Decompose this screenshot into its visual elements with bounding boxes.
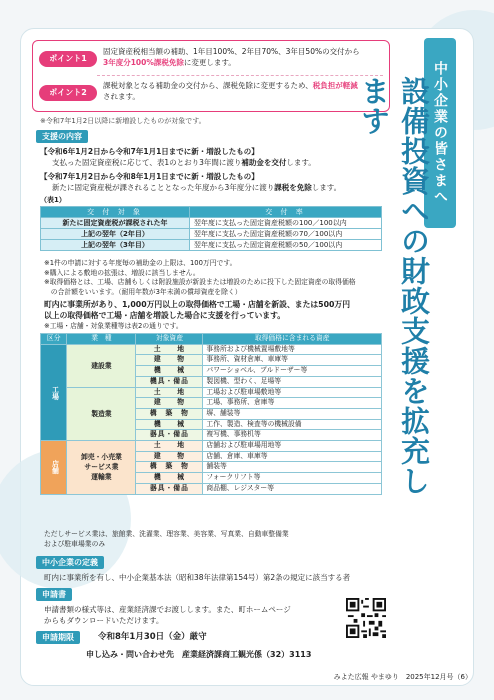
table1-cell: 翌年度に支払った固定資産税額の50／100以内 xyxy=(190,240,382,251)
table-row xyxy=(41,218,382,229)
table2-section: 店舗 xyxy=(41,441,67,495)
notes-1 xyxy=(44,259,356,297)
title-tab: 中小企業の皆さまへ xyxy=(424,38,456,228)
table1-cell: 上記の翌年（2年目） xyxy=(41,229,190,240)
section-header-deadline: 申請期限 xyxy=(36,631,80,644)
point-1-badge: ポイント1 xyxy=(39,51,97,67)
condition-line: 町内に事業所があり、1,000万円以上の取得価格で工場・店舗を新設、または500万円 xyxy=(44,300,351,309)
table2-asset: 建 物 xyxy=(136,355,203,366)
table2-asset: 機 械 xyxy=(136,473,203,484)
page-title: 設備投資への財政支援を拡充します xyxy=(357,76,431,496)
table2-industry: 卸売・小売業 サービス業 運輸業 xyxy=(67,441,136,495)
application-line: からもダウンロードいただけます。 xyxy=(44,616,164,625)
table2-example: 工場および駐車場敷地等 xyxy=(203,387,382,398)
table2-asset: 機具・備品 xyxy=(136,376,203,387)
table2-example: 事務所および機械置場敷地等 xyxy=(203,344,382,355)
table2-asset: 機 械 xyxy=(136,419,203,430)
condition-note: ※工場・店舗・対象業種等は表2の通りです。 xyxy=(44,322,183,330)
support-old-text: 支払った固定資産税に応じて、表1のとおり3年間に渡り補助金を交付します。 xyxy=(52,158,316,167)
table2-header: 取得価格に含まれる資産 xyxy=(203,334,382,345)
table2-example: フォークリフト等 xyxy=(203,473,382,484)
table2-industry: 建設業 xyxy=(67,344,136,387)
table2-industry: 製造業 xyxy=(67,387,136,441)
table2-example: 工場、事務所、倉庫等 xyxy=(203,398,382,409)
table-row xyxy=(41,387,382,398)
table2-example: 塀、舗装等 xyxy=(203,408,382,419)
condition-text xyxy=(44,299,350,321)
table2-example: 商品棚、レジスター等 xyxy=(203,483,382,494)
table2-example: 店舗および駐車場用地等 xyxy=(203,441,382,452)
table1-label: （表1） xyxy=(40,196,66,204)
table-row xyxy=(41,229,382,240)
table-1 xyxy=(40,206,382,251)
notes-2 xyxy=(44,530,289,549)
note-line: ※取得価格とは、工場、店舗もしくは附設施設が新設または増設のために投下した固定資産の取得価格 xyxy=(44,278,356,286)
point-1-text: 固定資産税相当額の補助、1年目100%、2年目70%、3年目50%の交付から 3年度分100%課税免除に変更します。 xyxy=(103,47,360,67)
note-line: および駐車場業のみ xyxy=(44,539,106,548)
table2-asset: 構 築 物 xyxy=(136,408,203,419)
table2-asset: 構 築 物 xyxy=(136,462,203,473)
table2-asset: 土 地 xyxy=(136,441,203,452)
table1-cell: 上記の翌年（3年目） xyxy=(41,240,190,251)
table2-asset: 機 械 xyxy=(136,366,203,377)
section-header-application: 申請書 xyxy=(36,588,72,601)
table2-section: 工場 xyxy=(41,344,67,440)
table2-example: パワーショベル、ブルドーザー等 xyxy=(203,366,382,377)
table2-example: 複写機、事務机等 xyxy=(203,430,382,441)
table2-asset: 土 地 xyxy=(136,387,203,398)
note-line: ※1件の申請に対する年度毎の補助金の上限は、100万円です。 xyxy=(44,259,237,267)
note-line: ※購入による敷地の拡張は、増設に該当しません。 xyxy=(44,268,200,277)
table2-asset: 建 物 xyxy=(136,451,203,462)
points-divider xyxy=(97,75,383,76)
table2-example: 舗装等 xyxy=(203,462,382,473)
table-row xyxy=(41,344,382,355)
table2-header: 対象資産 xyxy=(136,334,203,345)
support-old-title: 【令和6年1月2日から令和7年1月1日までに新・増設したもの】 xyxy=(40,147,259,156)
page-footer: みよた広報 やまゆり 2025年12月号（6） xyxy=(333,673,472,681)
note-line: ただしサービス業は、旅館業、洗濯業、理容業、美容業、写真業、自動車整備業 xyxy=(44,530,289,538)
table-row xyxy=(41,240,382,251)
contact-line: 申し込み・問い合わせ先 産業経済課商工観光係（32）3113 xyxy=(86,650,312,659)
support-new-text: 新たに固定資産税が課されることとなった年度から3年度分に渡り課税を免除します。 xyxy=(52,183,342,192)
note-line: の合計額をいいます。（耐用年数が3年未満の償却資産を除く） xyxy=(44,287,242,296)
table2-header: 業 種 xyxy=(67,334,136,345)
application-text xyxy=(44,604,291,626)
table2-example: 製図機、型わく、足場等 xyxy=(203,376,382,387)
table2-asset: 器具・備品 xyxy=(136,430,203,441)
points-box xyxy=(32,40,390,112)
point-2-text: 課税対象となる補助金の交付から、課税免除に変更するため、税負担が軽減 されます。 xyxy=(103,81,358,101)
deadline-text: 令和8年1月30日（金）厳守 xyxy=(98,632,207,642)
table-row xyxy=(41,441,382,452)
table2-asset: 器具・備品 xyxy=(136,483,203,494)
application-line: 申請書類の様式等は、産業経済課でお渡しします。また、町ホームページ xyxy=(44,605,291,614)
table1-cell: 翌年度に支払った固定資産税額の70／100以内 xyxy=(190,229,382,240)
section-header-support: 支援の内容 xyxy=(36,130,88,143)
note-top: ※令和7年1月2日以降に新増設したものが対象です。 xyxy=(40,117,206,125)
table1-cell: 新たに固定資産税が課税された年 xyxy=(41,218,190,229)
table-2 xyxy=(40,333,382,495)
table2-header: 区分 xyxy=(41,334,67,345)
table1-cell: 翌年度に支払った固定資産税額の100／100以内 xyxy=(190,218,382,229)
table1-header: 交 付 率 xyxy=(190,207,382,218)
table2-example: 店舗、倉庫、車庫等 xyxy=(203,451,382,462)
sme-text: 町内に事業所を有し、中小企業基本法（昭和38年法律第154号）第2条の規定に該当する者 xyxy=(44,573,351,582)
table2-example: 工作、製造、検査等の機械設備 xyxy=(203,419,382,430)
condition-line: 以上の取得価格で工場・店舗を増設した場合に支援を行っています。 xyxy=(44,311,286,320)
table2-example: 事務所、資材倉庫、車庫等 xyxy=(203,355,382,366)
table2-asset: 土 地 xyxy=(136,344,203,355)
qr-code[interactable] xyxy=(346,598,386,638)
table2-asset: 建 物 xyxy=(136,398,203,409)
table1-header: 交 付 対 象 xyxy=(41,207,190,218)
support-new-title: 【令和7年1月2日から令和8年1月1日までに新・増設したもの】 xyxy=(40,172,259,181)
point-2-badge: ポイント2 xyxy=(39,85,97,101)
section-header-sme: 中小企業の定義 xyxy=(36,556,104,569)
